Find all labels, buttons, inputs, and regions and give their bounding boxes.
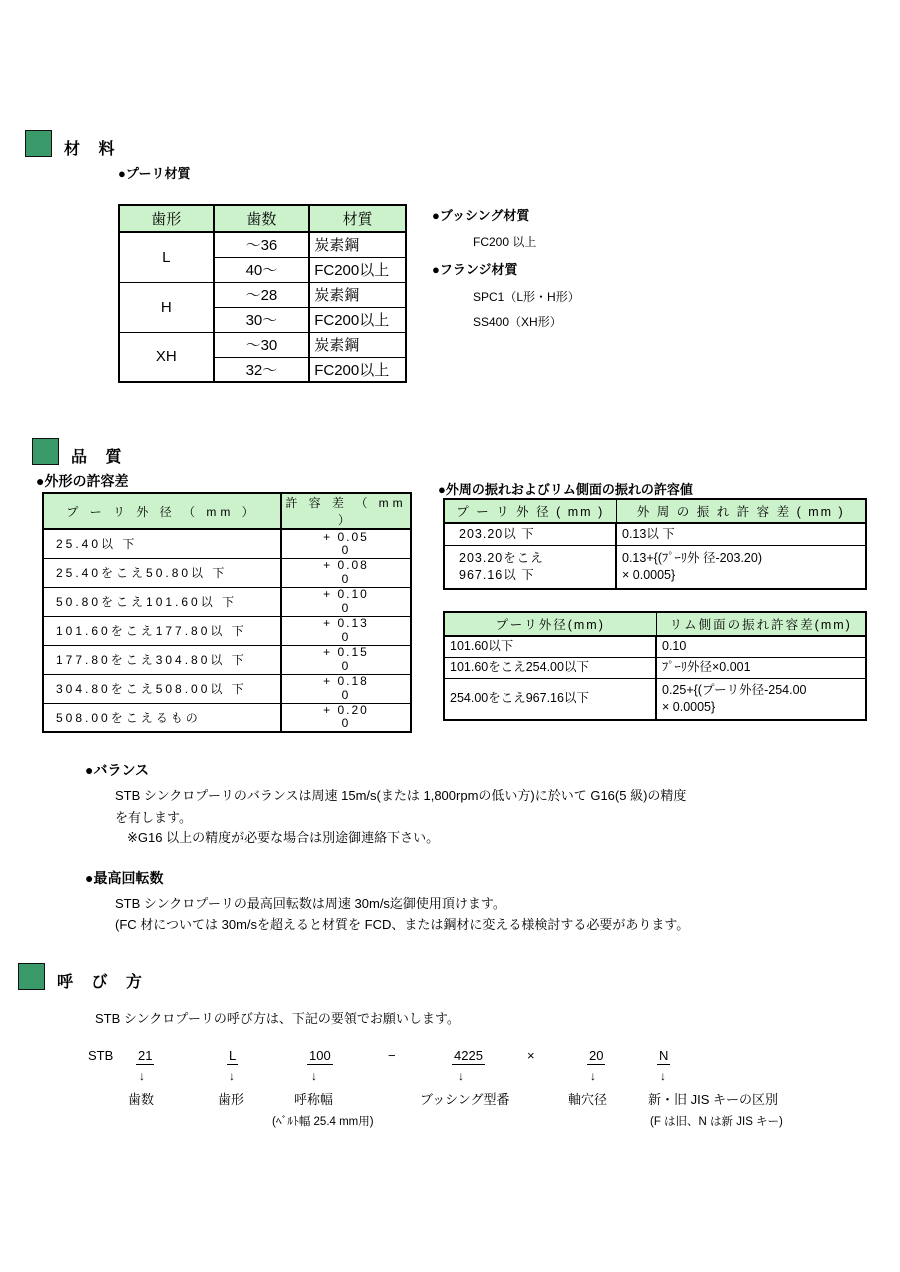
table-row bbox=[444, 636, 866, 657]
section-title-material: 材 料 bbox=[64, 141, 122, 158]
table-row bbox=[43, 558, 411, 587]
cell-material: FC200以上 bbox=[309, 357, 406, 382]
table-row bbox=[119, 282, 406, 307]
cell-material: FC200以上 bbox=[309, 257, 406, 282]
down-arrow-icon: ↓ bbox=[590, 1069, 596, 1083]
cell-tolerance: + 0.20 0 bbox=[281, 703, 411, 732]
table-row bbox=[444, 657, 866, 678]
col-header-tooth-form: 歯形 bbox=[119, 205, 214, 232]
max-speed-line-2: (FC 材については 30m/sを超えると材質を FCD、または鋼材に変える様検討する必要があります。 bbox=[115, 917, 690, 932]
cell-form-XH: XH bbox=[119, 332, 214, 382]
pulley-material-table bbox=[118, 204, 407, 383]
flange-material-label: ●フランジ材質 bbox=[432, 262, 518, 277]
designation-value-width: 100 bbox=[309, 1048, 331, 1063]
cell-tolerance: + 0.15 0 bbox=[281, 645, 411, 674]
designation-times: × bbox=[527, 1048, 535, 1063]
table-header-row bbox=[43, 493, 411, 529]
table-header-row bbox=[119, 205, 406, 232]
cell-material: 炭素鋼 bbox=[309, 332, 406, 357]
table-row bbox=[119, 232, 406, 257]
col-header-tooth-count: 歯数 bbox=[214, 205, 310, 232]
table-row bbox=[43, 645, 411, 674]
cell-range: 203.20をこえ 967.16以 下 bbox=[444, 545, 616, 589]
balance-line-1: STB シンクロプーリのバランスは周速 15m/s(または 1,800rpmの低い方)に於いて G16(5 級)の精度 bbox=[115, 788, 687, 803]
down-arrow-icon: ↓ bbox=[139, 1069, 145, 1083]
rim-runout-table bbox=[443, 611, 867, 721]
table-row bbox=[43, 616, 411, 645]
cell-tolerance: + 0.10 0 bbox=[281, 587, 411, 616]
col-header-rim-runout: リム側面の振れ許容差(mm) bbox=[656, 612, 866, 636]
col-header-diameter: プ ー リ 外 径 （ mm ） bbox=[43, 493, 281, 529]
cell-tolerance: + 0.05 0 bbox=[281, 529, 411, 558]
table-row bbox=[43, 703, 411, 732]
designation-value-bushing: 4225 bbox=[454, 1048, 483, 1063]
table-row bbox=[119, 332, 406, 357]
cell-value: 0.13以 下 bbox=[616, 523, 866, 545]
table-row bbox=[444, 545, 866, 589]
designation-value-teeth: 21 bbox=[138, 1048, 153, 1063]
balance-note: ※G16 以上の精度が必要な場合は別途御連絡下さい。 bbox=[127, 830, 440, 845]
cell-teeth: ～28 bbox=[214, 282, 310, 307]
cell-teeth: 40～ bbox=[214, 257, 310, 282]
cell-material: 炭素鋼 bbox=[309, 282, 406, 307]
balance-heading: ●バランス bbox=[85, 762, 150, 778]
flange-material-value-1: SPC1（L形・H形） bbox=[473, 290, 580, 304]
outline-tolerance-table bbox=[42, 492, 412, 733]
cell-range: 101.60をこえ254.00以下 bbox=[444, 657, 656, 678]
designation-value-bore: 20 bbox=[589, 1048, 604, 1063]
max-speed-heading: ●最高回転数 bbox=[85, 870, 164, 886]
cell-material: 炭素鋼 bbox=[309, 232, 406, 257]
balance-line-2: を有します。 bbox=[115, 810, 192, 825]
runout-label: ●外周の振れおよびリム側面の振れの許容値 bbox=[438, 482, 693, 497]
down-arrow-icon: ↓ bbox=[229, 1069, 235, 1083]
table-row bbox=[43, 674, 411, 703]
cell-teeth: ～30 bbox=[214, 332, 310, 357]
cell-teeth: 30～ bbox=[214, 307, 310, 332]
cell-value: 0.13+{(ﾌﾟｰﾘ外 径-203.20) × 0.0005} bbox=[616, 545, 866, 589]
outer-runout-table bbox=[443, 498, 867, 590]
cell-range: 25.40以 下 bbox=[43, 529, 281, 558]
down-arrow-icon: ↓ bbox=[660, 1069, 666, 1083]
section-marker-naming bbox=[18, 963, 45, 990]
col-header-diameter: プーリ外径(mm) bbox=[444, 612, 656, 636]
table-row bbox=[43, 529, 411, 558]
cell-range: 101.60以下 bbox=[444, 636, 656, 657]
outline-tolerance-label: ●外形の許容差 bbox=[36, 473, 129, 489]
designation-note-width: (ﾍﾞﾙﾄ幅 25.4 mm用) bbox=[272, 1116, 374, 1128]
bushing-material-label: ●ブッシング材質 bbox=[432, 208, 530, 223]
pulley-material-label: ●プーリ材質 bbox=[118, 166, 191, 181]
cell-range: 254.00をこえ967.16以下 bbox=[444, 678, 656, 720]
section-marker-material bbox=[25, 130, 52, 157]
cell-material: FC200以上 bbox=[309, 307, 406, 332]
section-marker-quality bbox=[32, 438, 59, 465]
cell-teeth: ～36 bbox=[214, 232, 310, 257]
down-arrow-icon: ↓ bbox=[458, 1069, 464, 1083]
down-arrow-icon: ↓ bbox=[311, 1069, 317, 1083]
cell-form-L: L bbox=[119, 232, 214, 282]
table-header-row bbox=[444, 499, 866, 523]
flange-material-value-2: SS400（XH形） bbox=[473, 315, 562, 329]
cell-range: 177.80をこえ304.80以 下 bbox=[43, 645, 281, 674]
cell-range: 50.80をこえ101.60以 下 bbox=[43, 587, 281, 616]
designation-label-bushing: ブッシング型番 bbox=[420, 1092, 510, 1107]
col-header-runout: 外 周 の 振 れ 許 容 差 ( mm ) bbox=[616, 499, 866, 523]
designation-label-teeth: 歯数 bbox=[128, 1092, 155, 1107]
designation-label-key: 新・旧 JIS キーの区別 bbox=[648, 1092, 779, 1107]
designation-label-bore: 軸穴径 bbox=[568, 1092, 608, 1107]
designation-value-form: L bbox=[229, 1048, 237, 1063]
cell-tolerance: + 0.18 0 bbox=[281, 674, 411, 703]
cell-range: 203.20以 下 bbox=[444, 523, 616, 545]
cell-value: 0.10 bbox=[656, 636, 866, 657]
cell-value: 0.25+{(プーリ外径-254.00 × 0.0005} bbox=[656, 678, 866, 720]
cell-tolerance: + 0.13 0 bbox=[281, 616, 411, 645]
section-title-quality: 品 質 bbox=[71, 449, 129, 466]
col-header-diameter: プ ー リ 外 径 ( mm ) bbox=[444, 499, 616, 523]
table-header-row bbox=[444, 612, 866, 636]
designation-prefix: STB bbox=[88, 1048, 114, 1063]
table-row bbox=[43, 587, 411, 616]
cell-range: 508.00をこえるもの bbox=[43, 703, 281, 732]
section-title-naming: 呼 び 方 bbox=[57, 974, 149, 991]
cell-form-H: H bbox=[119, 282, 214, 332]
col-header-tolerance: 許 容 差 （ mm ） bbox=[281, 493, 411, 529]
designation-label-form: 歯形 bbox=[218, 1092, 245, 1107]
col-header-material: 材質 bbox=[309, 205, 406, 232]
designation-label-width: 呼称幅 bbox=[294, 1092, 334, 1107]
cell-teeth: 32～ bbox=[214, 357, 310, 382]
cell-tolerance: + 0.08 0 bbox=[281, 558, 411, 587]
cell-range: 304.80をこえ508.00以 下 bbox=[43, 674, 281, 703]
table-row bbox=[444, 523, 866, 545]
table-row bbox=[444, 678, 866, 720]
naming-intro: STB シンクロプーリの呼び方は、下記の要領でお願いします。 bbox=[95, 1011, 460, 1026]
designation-dash: − bbox=[388, 1048, 396, 1063]
bushing-material-value: FC200 以上 bbox=[473, 235, 537, 249]
designation-note-key: (F は旧、N は新 JIS キー) bbox=[650, 1116, 783, 1128]
cell-range: 25.40をこえ50.80以 下 bbox=[43, 558, 281, 587]
max-speed-line-1: STB シンクロプーリの最高回転数は周速 30m/s迄御使用頂けます。 bbox=[115, 896, 506, 911]
cell-value: ﾌﾟｰﾘ外径×0.001 bbox=[656, 657, 866, 678]
designation-value-key: N bbox=[659, 1048, 669, 1063]
cell-range: 101.60をこえ177.80以 下 bbox=[43, 616, 281, 645]
